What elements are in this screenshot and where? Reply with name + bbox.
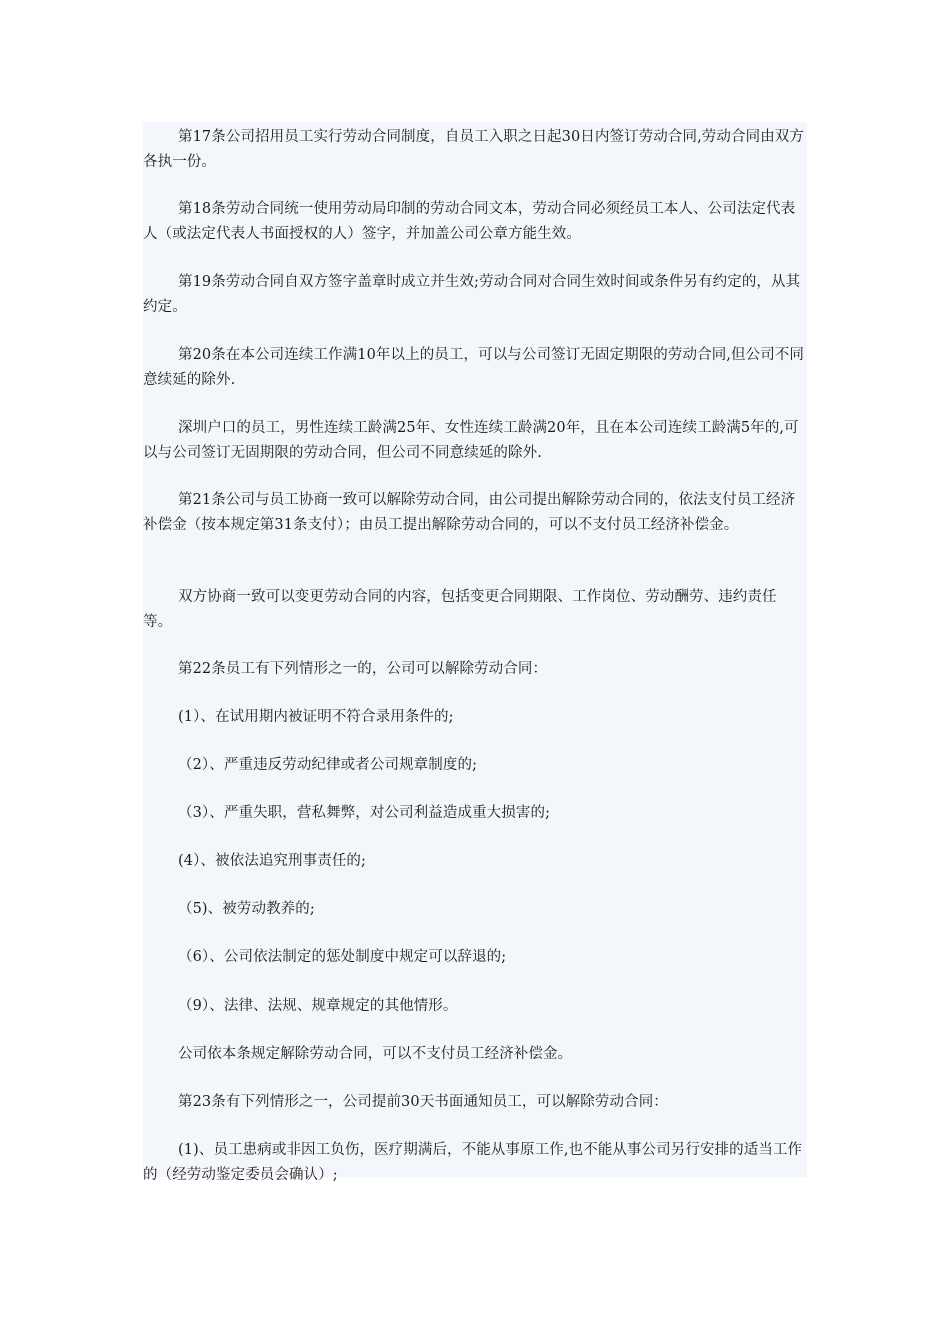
- paragraph-article-23-item-1: (1)、员工患病或非因工负伤，医疗期满后，不能从事原工作,也不能从事公司另行安排的适当工作的（经劳动鉴定委员会确认）;: [143, 1142, 803, 1183]
- list-item: （5)、被劳动教养的;: [178, 901, 315, 917]
- list-item: (1）、在试用期内被证明不符合录用条件的;: [178, 709, 454, 725]
- paragraph-article-18: 第18条劳动合同统一使用劳动局印制的劳动合同文本，劳动合同必须经员工本人、公司法定代表人（或法定代表人书面授权的人）签字，并加盖公司公章方能生效。: [143, 201, 796, 242]
- paragraph-article-21: 第21条公司与员工协商一致可以解除劳动合同，由公司提出解除劳动合同的，依法支付员工经济补偿金（按本规定第31条支付）；由员工提出解除劳动合同的，可以不支付员工经济补偿金。: [143, 492, 796, 533]
- list-item: (4）、被依法追究刑事责任的;: [178, 853, 367, 869]
- paragraph-article-22: 第22条员工有下列情形之一的，公司可以解除劳动合同：: [178, 661, 548, 677]
- paragraph-no-compensation: 公司依本条规定解除劳动合同，可以不支付员工经济补偿金。: [178, 1046, 573, 1062]
- paragraph-mutual-change: 双方协商一致可以变更劳动合同的内容，包括变更合同期限、工作岗位、劳动酬劳、违约责任等。: [143, 589, 777, 630]
- paragraph-article-20: 第20条在本公司连续工作满10年以上的员工，可以与公司签订无固定期限的劳动合同,但公司不同意续延的除外.: [143, 347, 805, 388]
- list-item: （9）、法律、法规、规章规定的其他情形。: [178, 998, 458, 1014]
- paragraph-article-23: 第23条有下列情形之一，公司提前30天书面通知员工，可以解除劳动合同：: [178, 1094, 668, 1110]
- article-text-block: [143, 122, 807, 1183]
- list-item: （2）、严重违反劳动纪律或者公司规章制度的;: [178, 757, 478, 773]
- paragraph-shenzhen-hukou: 深圳户口的员工，男性连续工龄满25年、女性连续工龄满20年，且在本公司连续工龄满5年的,可以与公司签订无固期限的劳动合同，但公司不同意续延的除外.: [143, 420, 799, 461]
- paragraph-article-17: 第17条公司招用员工实行劳动合同制度，自员工入职之日起30日内签订劳动合同,劳动合同由双方各执一份。: [143, 129, 805, 170]
- list-item: （6）、公司依法制定的惩处制度中规定可以辞退的;: [178, 949, 507, 965]
- list-item: （3）、严重失职，营私舞弊，对公司利益造成重大损害的;: [178, 805, 551, 821]
- paragraph-article-19: 第19条劳动合同自双方签字盖章时成立并生效;劳动合同对合同生效时间或条件另有约定的，从其约定。: [143, 274, 801, 315]
